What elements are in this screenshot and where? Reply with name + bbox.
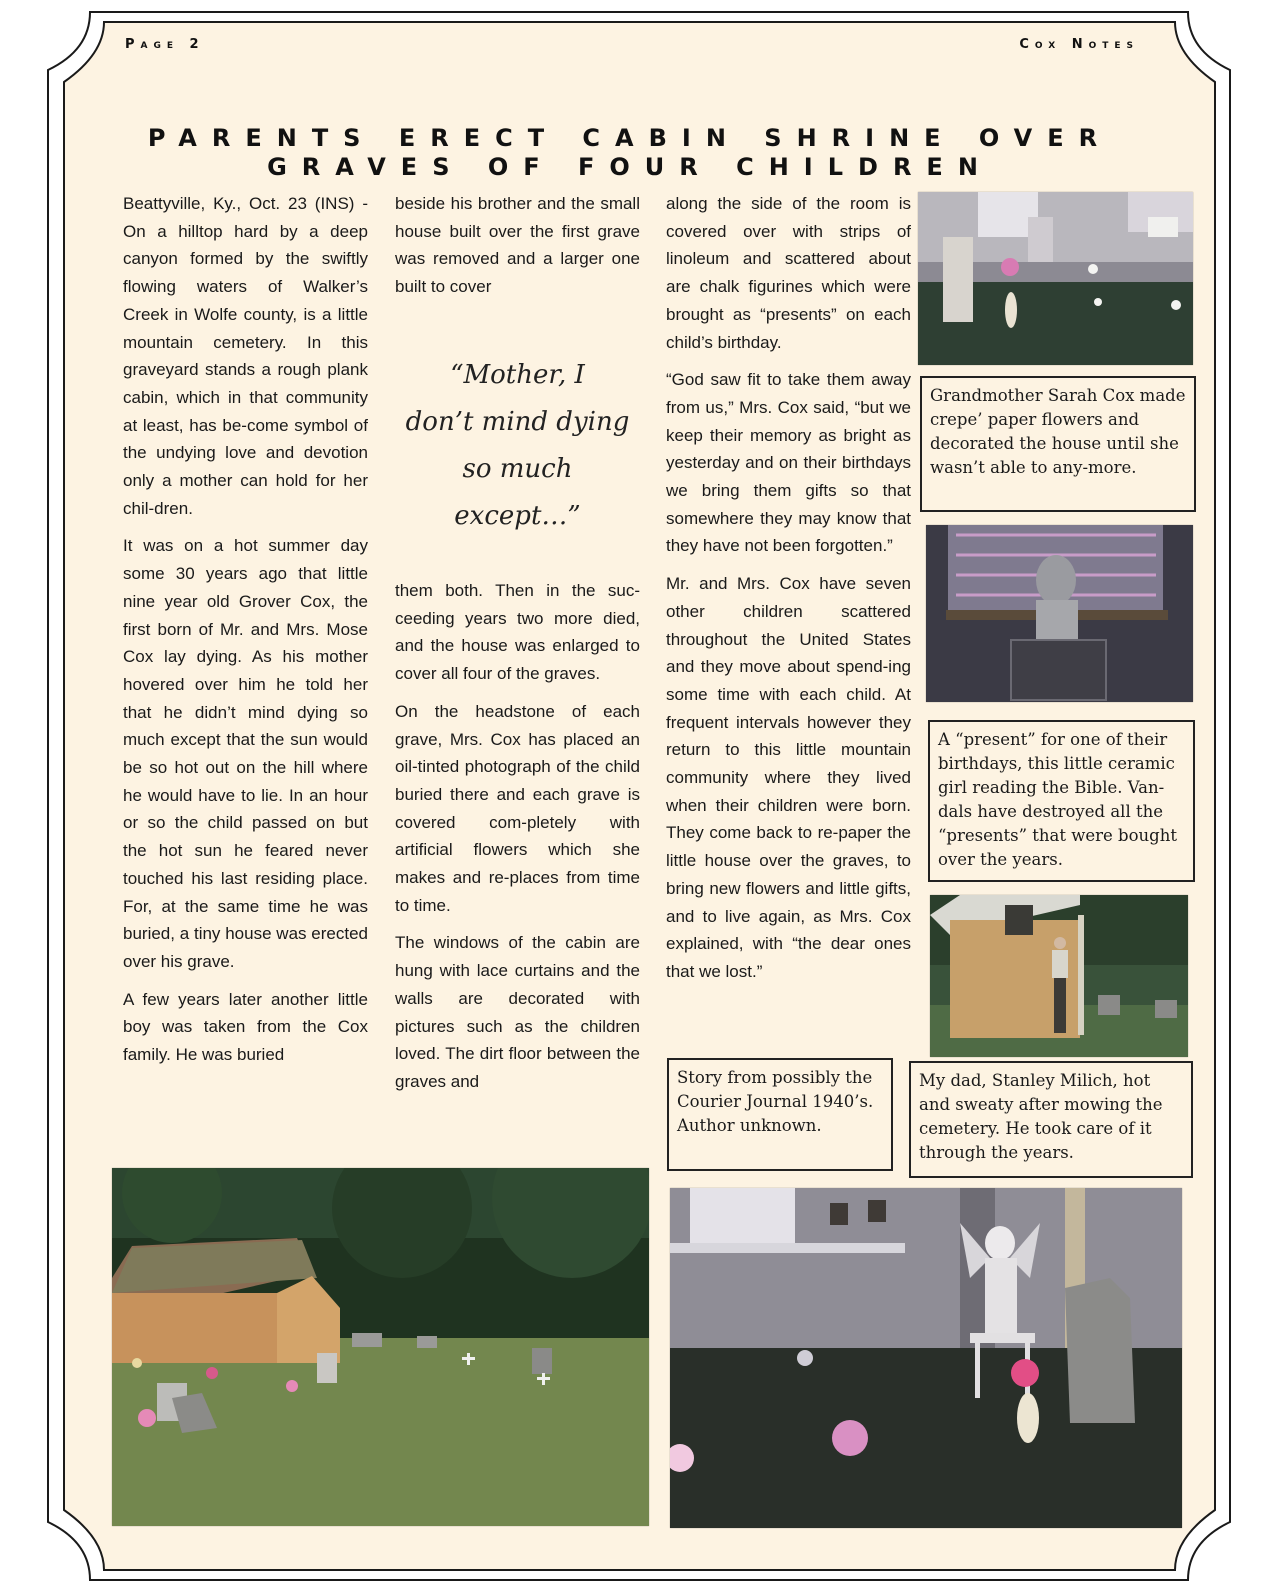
pull-quote-line: “Mother, I [450, 360, 585, 390]
photo-cabin-interior-figurines [918, 192, 1193, 365]
pull-quote-line: so much [462, 454, 573, 484]
article-column-1 [123, 190, 368, 1079]
pull-quote-line: except…” [454, 501, 581, 531]
paragraph: along the side of the room is covered over with strips of linoleum and scattered about are chalk figurines which were brought as “presents” on each child’s birthday. [666, 194, 911, 352]
paragraph: Mr. and Mrs. Cox have seven other children scattered throughout the United States and they move about spend-ing some time with each child. At frequent intervals however they return to this little mountain community where they lived when their children were born. They come back to re-paper the little house over the graves, to bring new flowers and little gifts, and to live again, as Mrs. Cox explained, with “the dear ones that we lost.” [666, 574, 911, 981]
caption-ceramic-present: A “present” for one of their birthdays, this little ceramic girl reading the Bible. Van-dals have destroyed all the “presents” that were bought over the years. [928, 720, 1195, 882]
pull-quote [395, 352, 640, 540]
page-number: Page 2 [125, 37, 205, 52]
paragraph: them both. Then in the suc-ceeding years two more died, and the house was enlarged to cover all four of the graves. [395, 581, 640, 684]
article-column-3 [666, 190, 911, 996]
photo-angel-statue-interior [670, 1188, 1182, 1528]
paragraph: A few years later another little boy was taken from the Cox family. He was buried [123, 989, 368, 1065]
headline-line-2: GRAVES OF FOUR CHILDREN [267, 153, 993, 181]
paragraph: It was on a hot summer day some 30 years ago that little nine year old Grover Cox, the first born of Mr. and Mrs. Mose Cox lay dying. As his mother hovered over him he told her that he didn’t mind dying so much except that the sun would be so hot out on the hill where he would have to lie. In an hour or so the child passed on but the hot sun he feared never touched his last residing place. For, at the same time he was buried, a tiny house was erected over his grave. [123, 536, 368, 971]
headline-line-1: PARENTS ERECT CABIN SHRINE OVER [147, 124, 1113, 152]
pull-quote-line: don’t mind dying [405, 407, 630, 437]
paragraph: The windows of the cabin are hung with lace curtains and the walls are decorated with pictures such as the children loved. The dirt floor between the graves and [395, 933, 640, 1091]
paragraph: On the headstone of each grave, Mrs. Cox has placed an oil-tinted photograph of the child buried there and each grave is covered com-pletely with artificial flowers which she makes and re-places from time to time. [395, 701, 640, 915]
newsletter-title: Cox Notes [1019, 37, 1139, 52]
paragraph: beside his brother and the small house built over the first grave was removed and a larger one built to cover [395, 194, 640, 297]
caption-source-note: Story from possibly the Courier Journal 1940’s. Author unknown. [667, 1058, 893, 1171]
article-column-2 [395, 577, 640, 1106]
photo-stanley-milich-at-cabin [930, 895, 1188, 1057]
paragraph: Beattyville, Ky., Oct. 23 (INS) - On a hilltop hard by a deep canyon formed by the swiftly flowing waters of Walker’s Creek in Wolfe county, is a little mountain cemetery. In this graveyard stands a rough plank cabin, which in that community at least, has be-come symbol of the undying love and devotion only a mother can hold for her chil-dren. [123, 194, 368, 518]
caption-crepe-paper-flowers: Grandmother Sarah Cox made crepe’ paper flowers and decorated the house until she wasn’t able to any-more. [920, 376, 1196, 512]
caption-dad-mowing: My dad, Stanley Milich, hot and sweaty after mowing the cemetery. He took care of it through the years. [909, 1061, 1193, 1178]
photo-ceramic-girl-figurine [926, 525, 1193, 702]
article-headline [130, 124, 1130, 182]
photo-cemetery-and-cabin [112, 1168, 649, 1526]
article-column-2-top [395, 190, 640, 311]
paragraph: “God saw fit to take them away from us,” Mrs. Cox said, “but we keep their memory as bright as yesterday and on their birthdays we bring them gifts so that somewhere they may know that they have not been forgotten.” [666, 370, 911, 556]
